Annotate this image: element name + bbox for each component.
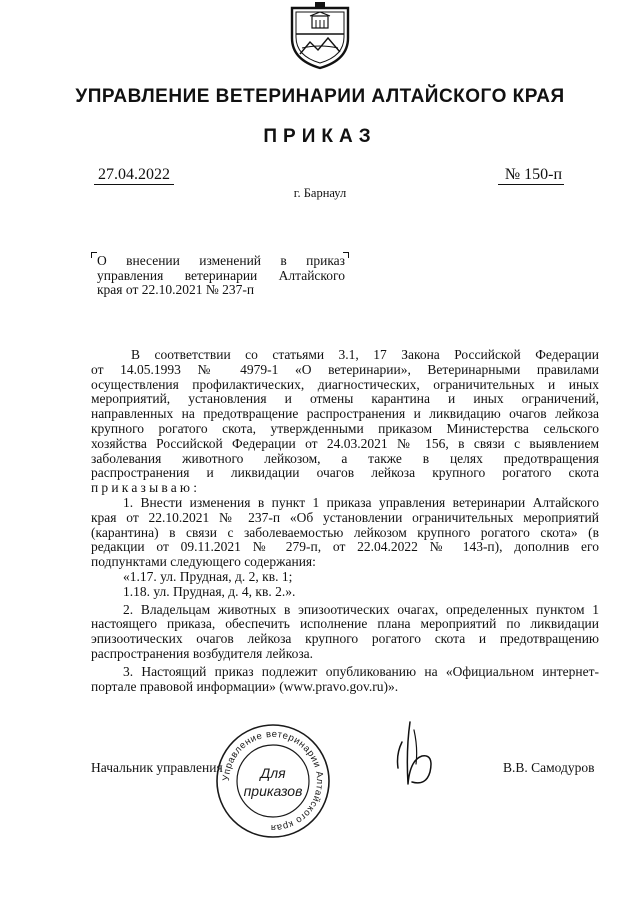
preamble-line: крупного рогатого скота, утвержденными приказом Министерства сельского [91, 420, 599, 436]
item1-line: края от 22.10.2021 № 237-п «Об установлении ограничительных мероприятий [91, 509, 599, 525]
preamble-line: заболевания животного лейкозом, а также в целях предотвращения [91, 450, 599, 466]
subitem-1-18: 1.18. ул. Прудная, д. 4, кв. 2.». [123, 583, 296, 599]
stamp-center-text: приказов [243, 783, 303, 799]
document-type-title: ПРИКАЗ [263, 126, 377, 147]
preamble-line: осуществления профилактических, диагностических, ограничительных и иных [91, 376, 599, 392]
coat-of-arms-emblem [288, 2, 352, 70]
date-underline [94, 184, 174, 185]
item3-line: портале правовой информации» (www.pravo.gov.ru)». [91, 678, 399, 694]
preamble-line: направленных на предотвращение распространения и ликвидацию очагов лейкоза [91, 406, 599, 422]
subject-line: управления ветеринарии Алтайского [97, 267, 345, 283]
preamble-line: от 14.05.1993 № 4979-1 «О ветеринарии», Ветеринарными правилами [91, 361, 599, 377]
preamble-line: мероприятий, установления и отмены карантина и иных ограничений, [91, 391, 599, 407]
item2-line: 2. Владельцам животных в эпизоотических очагах, определенных пунктом 1 [123, 601, 599, 617]
preamble-line: распространения и ликвидации очагов лейкоза крупного рогатого скота [91, 465, 599, 481]
item2-line: эпизоотических очагов лейкоза крупного рогатого скота и предотвращению [91, 631, 599, 647]
item1-line: 1. Внести изменения в пункт 1 приказа управления ветеринарии Алтайского [123, 494, 599, 510]
order-word: приказываю: [91, 480, 201, 496]
subject-line: края от 22.10.2021 № 237-п [97, 282, 255, 297]
preamble-line: хозяйства Российской Федерации от 24.03.2021 № 156, в связи с выявлением [91, 435, 599, 451]
item2-line: распространения возбудителя лейкоза. [91, 645, 314, 661]
stamp-center-text: Для [260, 765, 286, 781]
organization-title: УПРАВЛЕНИЕ ВЕТЕРИНАРИИ АЛТАЙСКОГО КРАЯ [75, 86, 565, 107]
item2-line: настоящего приказа, обеспечить исполнение плана мероприятий по ликвидации [91, 616, 599, 632]
official-stamp [214, 722, 332, 840]
item1-line: (карантина) в связи с заболеваемостью лейкозом крупного рогатого скота» (в [91, 524, 599, 540]
document-subject [97, 254, 345, 298]
item1-line: редакции от 09.11.2021 № 279-п, от 22.04.2022 № 143-п), дополнив его [91, 539, 599, 555]
document-number: № 150-п [504, 166, 562, 183]
item1-line: подпунктами следующего содержания: [91, 554, 316, 570]
document-body [91, 348, 599, 694]
preamble-line: В соответствии со статьями 3.1, 17 Закона Российской Федерации [131, 347, 599, 362]
handwritten-signature [392, 720, 440, 794]
number-underline [498, 184, 564, 185]
signatory-name: В.В. Самодуров [503, 760, 595, 775]
item3-line: 3. Настоящий приказ подлежит опубликованию на «Официальном интернет- [123, 663, 599, 679]
signatory-position: Начальник управления [91, 760, 223, 775]
stamp-ring-text: Управление ветеринарии Алтайского края [220, 728, 326, 834]
subject-line: О внесении изменений в приказ [97, 253, 345, 268]
subitem-1-17: «1.17. ул. Прудная, д. 2, кв. 1; [123, 568, 293, 584]
document-city: г. Барнаул [293, 186, 347, 200]
document-date: 27.04.2022 [98, 166, 170, 183]
